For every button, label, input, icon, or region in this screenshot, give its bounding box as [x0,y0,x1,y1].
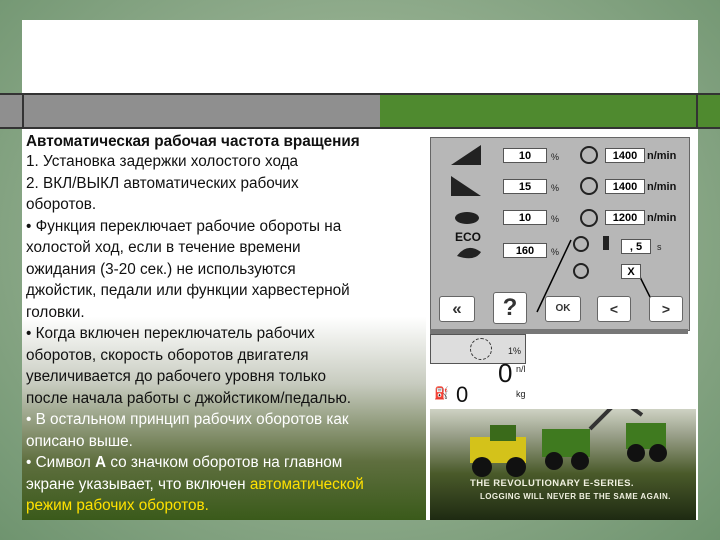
text-line: 2. ВКЛ/ВЫКЛ автоматических рабочих [26,175,299,192]
help-button[interactable]: ? [493,292,527,324]
rpm-unit: n/min [647,150,677,162]
percent-small: 1% [508,346,522,356]
auto-rpm-icon [574,264,588,278]
text-line: описано выше. [26,433,133,450]
text-line: • Функция переключает рабочие обороты на [26,218,342,235]
slogan-line-2: LOGGING WILL NEVER BE THE SAME AGAIN. [480,492,671,501]
left-value-field[interactable]: 10 [503,210,547,225]
rpm-unit: n/min [647,212,677,224]
turtle-icon [455,212,479,224]
prev-button[interactable]: < [597,296,631,322]
left-value-field[interactable]: 160 [503,243,547,258]
engine-speed-icon [457,248,481,258]
left-value: 0 [456,382,469,407]
main-screen-fragment [430,334,696,409]
ramp-down-icon [451,176,481,196]
idle-delay-field[interactable]: , 5 [621,239,651,254]
percent-unit: % [551,183,560,193]
rpm-value-field[interactable]: 1400 [605,148,645,163]
kg-unit: kg [516,389,526,399]
left-value-field[interactable]: 10 [503,148,547,163]
next-button[interactable]: > [649,296,683,322]
text-line: оборотов, скорость оборотов двигателя [26,347,309,364]
seconds-unit: s [657,242,662,252]
rpm-eco-icon [581,210,597,226]
main-value: 0 [498,358,513,388]
text-line: оборотов. [26,196,97,213]
slide-heading: Автоматическая рабочая частота вращения [26,133,360,150]
ramp-up-icon [451,145,481,165]
band-divider [696,93,698,129]
rpm-unit: n/min [647,181,677,193]
left-value-field[interactable]: 15 [503,179,547,194]
idle-delay-icon [574,237,588,251]
eco-label: ECO [455,230,482,244]
percent-unit: % [551,214,560,224]
title-band-green [380,93,720,129]
text-line: • В остальном принцип рабочих оборотов как [26,411,349,428]
text-line: увеличивается до рабочего уровня только [26,368,327,385]
text-line: 1. Установка задержки холостого хода [26,153,299,170]
text-line: головки. [26,304,85,321]
slogan-line-1: THE REVOLUTIONARY E-SERIES. [470,478,634,489]
band-divider [22,93,24,129]
fuel-icon: ⛽ [434,386,449,400]
auto-rpm-status-icon [470,338,492,360]
text-line: джойстик, педали или функции харвестерной [26,282,350,299]
percent-unit: % [551,152,560,162]
highlight-text: автоматической [249,476,364,493]
title-band-gray [0,93,380,129]
rpm-gauge-1-icon [581,147,597,163]
joystick-icon [603,236,609,250]
text-line: ожидания (3-20 сек.) не используются [26,261,296,278]
text-line: режим рабочих оборотов. [26,497,209,514]
text-line: холостой ход, если в течение времени [26,239,301,256]
rpm-value-field[interactable]: 1200 [605,210,645,225]
ok-button[interactable]: OK [545,296,581,322]
rpm-gauge-2-icon [581,178,597,194]
main-unit: n/l [516,364,526,374]
control-screen [430,137,690,331]
text-line: после начала работы с джойстиком/педалью. [26,390,352,407]
text-line: • Когда включен переключатель рабочих [26,325,315,342]
back-button[interactable]: « [439,296,475,322]
percent-unit: % [551,247,560,257]
text-line: • Символ А со значком оборотов на главном [26,454,343,471]
auto-rpm-toggle[interactable]: X [621,264,641,279]
text-line: экране указывает, что включен автоматической [26,476,364,493]
title-band [0,93,720,129]
rpm-value-field[interactable]: 1400 [605,179,645,194]
